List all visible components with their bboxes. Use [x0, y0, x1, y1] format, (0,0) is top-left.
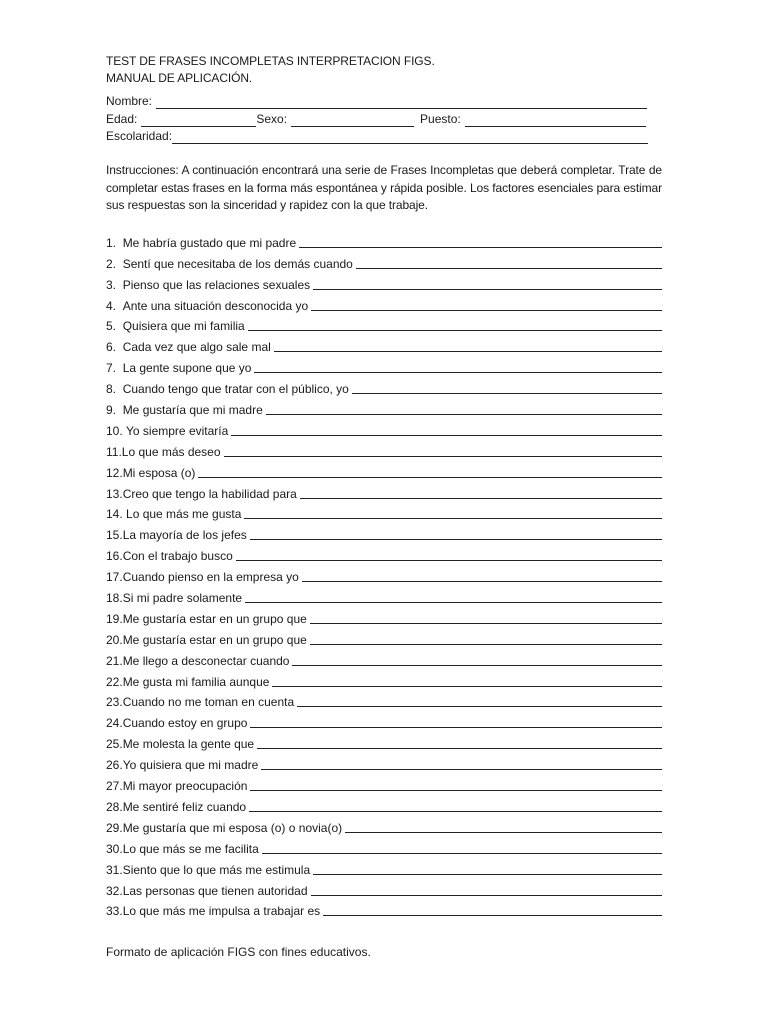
item-number: 8. [106, 382, 123, 397]
list-item [106, 899, 662, 920]
answer-blank-line[interactable] [311, 885, 663, 896]
answer-blank-line[interactable] [250, 780, 662, 791]
item-prompt-text: Las personas que tienen autoridad [122, 883, 308, 898]
item-prompt-text: Lo que más deseo [121, 444, 221, 459]
answer-blank-line[interactable] [310, 613, 662, 624]
item-prompt-text: Me gustaría estar en un grupo que [122, 632, 307, 647]
item-prompt-text: Si mi padre solamente [122, 591, 243, 606]
answer-blank-line[interactable] [300, 488, 662, 499]
item-prompt-text: Cuando tengo que tratar con el público, yo [122, 382, 349, 397]
item-number: 20. [106, 632, 123, 647]
item-prompt-text: Creo que tengo la habilidad para [122, 486, 297, 501]
answer-blank-line[interactable] [356, 258, 662, 269]
item-number: 13. [106, 486, 123, 501]
edad-blank-line[interactable] [141, 115, 256, 127]
item-prompt-text: Me molesta la gente que [122, 737, 255, 752]
answer-blank-line[interactable] [250, 529, 662, 540]
answer-blank-line[interactable] [249, 801, 662, 812]
item-number: 3. [106, 277, 123, 292]
answer-blank-line[interactable] [248, 320, 662, 331]
list-item [106, 522, 662, 543]
answer-blank-line[interactable] [245, 592, 662, 603]
answer-blank-line[interactable] [224, 446, 662, 457]
sexo-blank-line[interactable] [291, 115, 414, 127]
list-item [106, 439, 662, 460]
item-prompt-text: Me llego a desconectar cuando [122, 653, 290, 668]
list-item [106, 878, 662, 899]
item-number: 4. [106, 298, 123, 313]
item-number: 9. [106, 403, 123, 418]
list-item [106, 251, 662, 272]
answer-blank-line[interactable] [272, 676, 662, 687]
item-number: 33. [106, 904, 123, 919]
item-prompt-text: Con el trabajo busco [122, 549, 233, 564]
list-item [106, 710, 662, 731]
answer-blank-line[interactable] [323, 905, 662, 916]
item-number: 31. [106, 862, 123, 877]
answer-blank-line[interactable] [313, 864, 662, 875]
nombre-field-row [106, 93, 647, 109]
document-subtitle: MANUAL DE APLICACIÓN. [106, 71, 253, 85]
item-prompt-text: Me sentiré feliz cuando [122, 799, 247, 814]
answer-blank-line[interactable] [297, 696, 662, 707]
answer-blank-line[interactable] [198, 467, 662, 478]
answer-blank-line[interactable] [231, 425, 662, 436]
answer-blank-line[interactable] [302, 571, 662, 582]
item-prompt-text: Pienso que las relaciones sexuales [122, 277, 311, 292]
puesto-label: Puesto: [420, 112, 461, 126]
item-prompt-text: Sentí que necesitaba de los demás cuando [122, 256, 353, 271]
list-item [106, 606, 662, 627]
list-item [106, 794, 662, 815]
list-item [106, 731, 662, 752]
item-number: 19. [106, 611, 123, 626]
item-number: 7. [106, 361, 123, 376]
escolaridad-blank-line[interactable] [172, 132, 648, 144]
item-number: 23. [106, 695, 123, 710]
item-prompt-text: Me gusta mi familia aunque [122, 674, 270, 689]
item-prompt-text: Quisiera que mi familia [122, 319, 245, 334]
item-prompt-text: Cuando no me toman en cuenta [122, 695, 295, 710]
sexo-label: Sexo: [256, 112, 288, 126]
answer-blank-line[interactable] [236, 550, 662, 561]
item-number: 10. [106, 423, 127, 438]
list-item [106, 481, 662, 502]
list-item [106, 272, 662, 293]
item-number: 25. [106, 737, 123, 752]
list-item [106, 230, 662, 251]
item-number: 29. [106, 820, 123, 835]
item-prompt-text: Ante una situación desconocida yo [122, 298, 309, 313]
item-number: 15. [106, 528, 123, 543]
answer-blank-line[interactable] [262, 843, 662, 854]
list-item [106, 669, 662, 690]
list-item [106, 314, 662, 335]
list-item [106, 648, 662, 669]
item-prompt-text: Lo que más se me facilita [122, 841, 259, 856]
escolaridad-field-row [106, 128, 648, 144]
item-prompt-text: Me gustaría que mi esposa (o) o novia(o) [122, 820, 343, 835]
item-number: 12. [106, 465, 123, 480]
list-item [106, 627, 662, 648]
answer-blank-line[interactable] [311, 300, 662, 311]
answer-blank-line[interactable] [261, 759, 662, 770]
answer-blank-line[interactable] [257, 738, 662, 749]
list-item [106, 397, 662, 418]
answer-blank-line[interactable] [250, 717, 662, 728]
answer-blank-line[interactable] [274, 341, 662, 352]
item-prompt-text: Mi esposa (o) [122, 465, 196, 480]
sentence-items-list [106, 230, 662, 919]
list-item [106, 418, 662, 439]
answer-blank-line[interactable] [292, 655, 662, 666]
list-item [106, 815, 662, 836]
item-number: 14. [106, 507, 127, 522]
puesto-blank-line[interactable] [465, 115, 646, 127]
item-number: 28. [106, 799, 123, 814]
list-item [106, 376, 662, 397]
list-item [106, 836, 662, 857]
item-number: 26. [106, 758, 123, 773]
item-number: 5. [106, 319, 123, 334]
item-number: 1. [106, 235, 123, 250]
item-number: 21. [106, 653, 123, 668]
item-number: 27. [106, 779, 123, 794]
answer-blank-line[interactable] [254, 362, 662, 373]
answer-blank-line[interactable] [299, 237, 662, 248]
answer-blank-line[interactable] [310, 634, 662, 645]
document-title: TEST DE FRASES INCOMPLETAS INTERPRETACION FIGS. [106, 54, 435, 68]
nombre-label: Nombre: [106, 94, 153, 108]
item-prompt-text: Cada vez que algo sale mal [122, 340, 271, 355]
answer-blank-line[interactable] [266, 404, 662, 415]
edad-label: Edad: [106, 112, 138, 126]
instructions-paragraph: Instrucciones: A continuación encontrará una serie de Frases Incompletas que deberá completar. Trate de completar estas frases en la forma más espontánea y rápida posible. Los factores esenciales para estimar sus respuestas son la sinceridad y rapidez con la que trabaje. [106, 163, 662, 213]
item-prompt-text: La mayoría de los jefes [122, 528, 247, 543]
list-item [106, 773, 662, 794]
item-prompt-text: Siento que lo que más me estimula [122, 862, 311, 877]
item-number: 30. [106, 841, 123, 856]
item-prompt-text: Cuando estoy en grupo [122, 716, 248, 731]
answer-blank-line[interactable] [352, 383, 662, 394]
list-item [106, 355, 662, 376]
list-item [106, 690, 662, 711]
item-number: 24. [106, 716, 123, 731]
item-prompt-text: Me gustaría estar en un grupo que [122, 611, 307, 626]
list-item [106, 334, 662, 355]
list-item [106, 460, 662, 481]
nombre-blank-line[interactable] [156, 97, 647, 109]
answer-blank-line[interactable] [345, 822, 662, 833]
list-item [106, 564, 662, 585]
escolaridad-label: Escolaridad: [106, 129, 173, 143]
item-prompt-text: Me habría gustado que mi padre [122, 235, 297, 250]
item-prompt-text: Cuando pienso en la empresa yo [122, 570, 299, 585]
item-prompt-text: Lo que más me gusta [126, 507, 242, 522]
item-prompt-text: Yo siempre evitaría [126, 423, 229, 438]
item-prompt-text: La gente supone que yo [122, 361, 252, 376]
list-item [106, 752, 662, 773]
footer-note: Formato de aplicación FIGS con fines educativos. [106, 945, 371, 959]
item-number: 17. [106, 570, 123, 585]
item-number: 6. [106, 340, 123, 355]
item-number: 16. [106, 549, 123, 564]
item-prompt-text: Yo quisiera que mi madre [122, 758, 259, 773]
list-item [106, 585, 662, 606]
item-prompt-text: Lo que más me impulsa a trabajar es [122, 904, 321, 919]
answer-blank-line[interactable] [244, 508, 662, 519]
answer-blank-line[interactable] [313, 279, 662, 290]
item-number: 11. [106, 444, 122, 459]
item-number: 32. [106, 883, 123, 898]
item-number: 2. [106, 256, 123, 271]
item-number: 18. [106, 591, 123, 606]
item-prompt-text: Mi mayor preocupación [122, 779, 248, 794]
item-prompt-text: Me gustaría que mi madre [122, 403, 263, 418]
edad-sexo-puesto-row [106, 111, 646, 127]
list-item [106, 857, 662, 878]
list-item [106, 543, 662, 564]
list-item [106, 502, 662, 523]
list-item [106, 293, 662, 314]
item-number: 22. [106, 674, 123, 689]
